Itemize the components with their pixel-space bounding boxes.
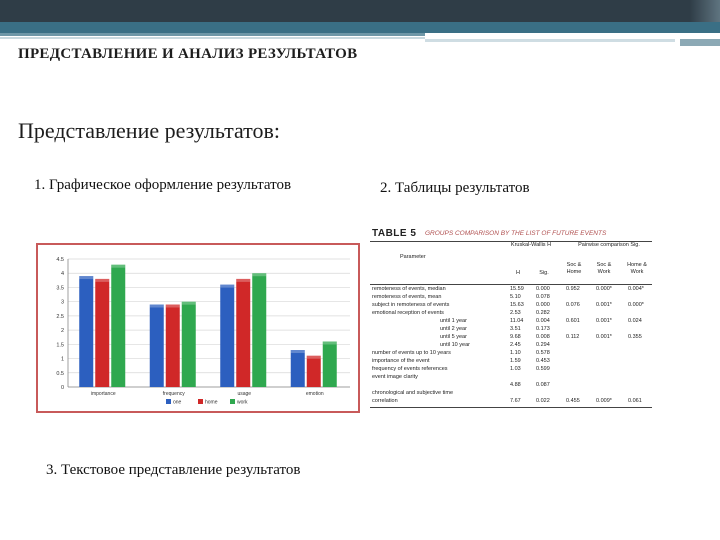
table-row xyxy=(370,310,652,317)
table-cell-parameter: number of events up to 10 years xyxy=(372,350,451,356)
table-cell-value: 0.004* xyxy=(628,286,644,292)
legend-label-one: one xyxy=(173,399,182,406)
table-cell-value: 1.03 xyxy=(510,366,521,372)
table-cell-parameter: until 2 year xyxy=(440,326,467,332)
table-header-home-work: Home & Work xyxy=(627,262,647,275)
table-cell-parameter: event image clarity xyxy=(372,374,418,380)
table-cell-value: 0.000* xyxy=(596,286,612,292)
table-cell-parameter: remoteness of events, mean xyxy=(372,294,442,300)
table-cell-value: 0.112 xyxy=(566,334,580,340)
table-cell-value: 0.008 xyxy=(536,334,550,340)
table-cell-value: 0.294 xyxy=(536,342,550,348)
table-cell-value: 0.009* xyxy=(596,398,612,404)
table-cell-parameter: emotional reception of events xyxy=(372,310,444,316)
y-tick-label: 1.5 xyxy=(56,342,64,349)
y-tick-label: 1 xyxy=(60,356,64,363)
bar-top-highlight xyxy=(79,276,93,279)
table-row xyxy=(370,318,652,325)
table-cell-value: 0.599 xyxy=(536,366,550,372)
bar-chart-svg xyxy=(38,245,358,411)
table-cell-value: 2.53 xyxy=(510,310,521,316)
table-cell-value: 15.59 xyxy=(510,286,524,292)
table-cell-value: 9.68 xyxy=(510,334,521,340)
table-cell-value: 1.10 xyxy=(510,350,521,356)
table-cell-value: 0.601 xyxy=(566,318,580,324)
table-cell-value: 0.004 xyxy=(536,318,550,324)
y-tick-label: 0 xyxy=(60,385,64,391)
table-header-parameter: Parameter xyxy=(400,254,426,260)
table-row xyxy=(370,350,652,357)
table-row xyxy=(370,326,652,333)
table-cell-parameter: until 1 year xyxy=(440,318,467,324)
x-tick-label: emotion xyxy=(305,391,324,397)
table-cell-value: 0.000 xyxy=(536,302,550,308)
table-row xyxy=(370,398,652,405)
bar-top-highlight xyxy=(95,279,109,282)
bar-work-frequency xyxy=(182,302,196,387)
item-text: 3. Текстовое представление результатов xyxy=(46,462,301,478)
table-cell-value: 0.078 xyxy=(536,294,550,300)
y-tick-label: 0.5 xyxy=(56,370,64,377)
table-row xyxy=(370,374,652,381)
y-tick-label: 2 xyxy=(60,328,64,335)
top-teal-band xyxy=(0,22,720,33)
table-row xyxy=(370,302,652,309)
table-cell-value: 0.076 xyxy=(566,302,580,308)
bar-one-emotion xyxy=(291,350,305,387)
table-cell-parameter: chronological and subjective time xyxy=(372,390,454,396)
table-cell-parameter: correlation xyxy=(372,398,398,404)
table-cell-parameter: until 10 year xyxy=(440,342,470,348)
table-cell-value: 15.63 xyxy=(510,302,524,308)
bar-one-usage xyxy=(220,285,234,387)
bar-top-highlight xyxy=(182,302,196,305)
table-row xyxy=(370,334,652,341)
legend-label-work: work xyxy=(237,399,248,406)
bar-chart xyxy=(36,243,360,413)
bar-top-highlight xyxy=(166,305,180,308)
top-corner-shade xyxy=(690,0,720,22)
table-header-kruskal: Kruskal-Wallis H xyxy=(510,242,552,248)
table-rule-header xyxy=(370,284,652,285)
item-graphic: 1. Графическое оформление результатов xyxy=(34,177,292,193)
table-cell-value: 0.001* xyxy=(596,318,612,324)
bar-home-importance xyxy=(95,279,109,387)
section-title: Представление результатов: xyxy=(18,118,280,143)
table-cell-value: 0.022 xyxy=(536,398,550,404)
table-header-sig: Sig. xyxy=(539,270,549,276)
x-tick-label: usage xyxy=(237,391,252,397)
bar-home-usage xyxy=(236,279,250,387)
bar-home-emotion xyxy=(307,356,321,387)
bar-one-frequency xyxy=(150,305,164,387)
table-cell-value: 0.000* xyxy=(628,302,644,308)
table-row xyxy=(370,390,652,397)
bar-top-highlight xyxy=(307,356,321,359)
table-cell-value: 0.578 xyxy=(536,350,550,356)
bar-top-highlight xyxy=(150,305,164,308)
table-header-h: H xyxy=(516,270,520,276)
bar-top-highlight xyxy=(252,273,266,276)
legend-label-home: home xyxy=(205,399,218,406)
table-cell-value: 0.455 xyxy=(566,398,580,404)
table-cell-value: 0.001* xyxy=(596,302,612,308)
table-cell-value: 7.67 xyxy=(510,398,521,404)
table-cell-parameter: remoteness of events, median xyxy=(372,286,446,292)
table-header-soc-work: Soc & Work xyxy=(596,262,612,275)
top-band-stub-right xyxy=(680,39,720,46)
legend-swatch-home xyxy=(198,399,203,404)
table-cell-parameter: frequency of events references xyxy=(372,366,448,372)
table-subtitle: GROUPS COMPARISON BY THE LIST OF FUTURE EVENTS xyxy=(425,230,607,237)
table-cell-value: 2.45 xyxy=(510,342,521,348)
table-cell-value: 0.061 xyxy=(628,398,642,404)
table-row xyxy=(370,286,652,293)
table-cell-value: 0.024 xyxy=(628,318,642,324)
bar-top-highlight xyxy=(220,285,234,288)
y-tick-label: 3.5 xyxy=(56,285,64,292)
table-row xyxy=(370,342,652,349)
table-cell-value: 0.453 xyxy=(536,358,550,364)
table-row xyxy=(370,382,652,389)
bar-home-frequency xyxy=(166,305,180,387)
table-cell-value: 1.59 xyxy=(510,358,521,364)
x-tick-label: importance xyxy=(90,391,116,397)
item-tables: 2. Таблицы результатов xyxy=(380,180,530,196)
bar-work-emotion xyxy=(323,341,337,387)
y-tick-label: 3 xyxy=(60,299,64,306)
slide-header-title: ПРЕДСТАВЛЕНИЕ И АНАЛИЗ РЕЗУЛЬТАТОВ xyxy=(18,46,358,62)
table-cell-value: 3.51 xyxy=(510,326,521,332)
x-tick-label: frequency xyxy=(162,391,185,397)
top-band-stub xyxy=(425,39,675,42)
table-rule-bottom xyxy=(370,407,652,408)
table-cell-value: 0.173 xyxy=(536,326,550,332)
bar-top-highlight xyxy=(236,279,250,282)
table-row xyxy=(370,294,652,301)
y-tick-label: 4.5 xyxy=(56,257,64,263)
table-cell-value: 0.087 xyxy=(536,382,550,388)
bar-top-highlight xyxy=(291,350,305,353)
table-cell-parameter: importance of the event xyxy=(372,358,430,364)
table-cell-value: 0.282 xyxy=(536,310,550,316)
table-header-pairwise: Pairwise comparison Sig. xyxy=(578,242,640,248)
table-row xyxy=(370,358,652,365)
bar-work-importance xyxy=(111,265,125,387)
table-cell-parameter: until 5 year xyxy=(440,334,467,340)
table-cell-value: 0.001* xyxy=(596,334,612,340)
results-table xyxy=(370,228,655,412)
y-tick-label: 4 xyxy=(60,271,64,278)
table-cell-value: 0.000 xyxy=(536,286,550,292)
table-row xyxy=(370,366,652,373)
table-cell-value: 0.355 xyxy=(628,334,642,340)
table-cell-value: 11.04 xyxy=(510,318,524,324)
top-dark-band xyxy=(0,0,720,22)
table-cell-value: 0.952 xyxy=(566,286,580,292)
y-tick-label: 2.5 xyxy=(56,313,64,320)
table-cell-value: 4.88 xyxy=(510,382,521,388)
bar-top-highlight xyxy=(111,265,125,268)
table-cell-parameter: subject in remoteness of events xyxy=(372,302,450,308)
table-cell-value: 5.10 xyxy=(510,294,521,300)
bar-top-highlight xyxy=(323,341,337,344)
legend-swatch-one xyxy=(166,399,171,404)
bar-one-importance xyxy=(79,276,93,387)
table-label: TABLE 5 xyxy=(372,228,417,239)
legend-swatch-work xyxy=(230,399,235,404)
bar-work-usage xyxy=(252,273,266,387)
table-header-soc-home: Soc & Home xyxy=(566,262,582,275)
